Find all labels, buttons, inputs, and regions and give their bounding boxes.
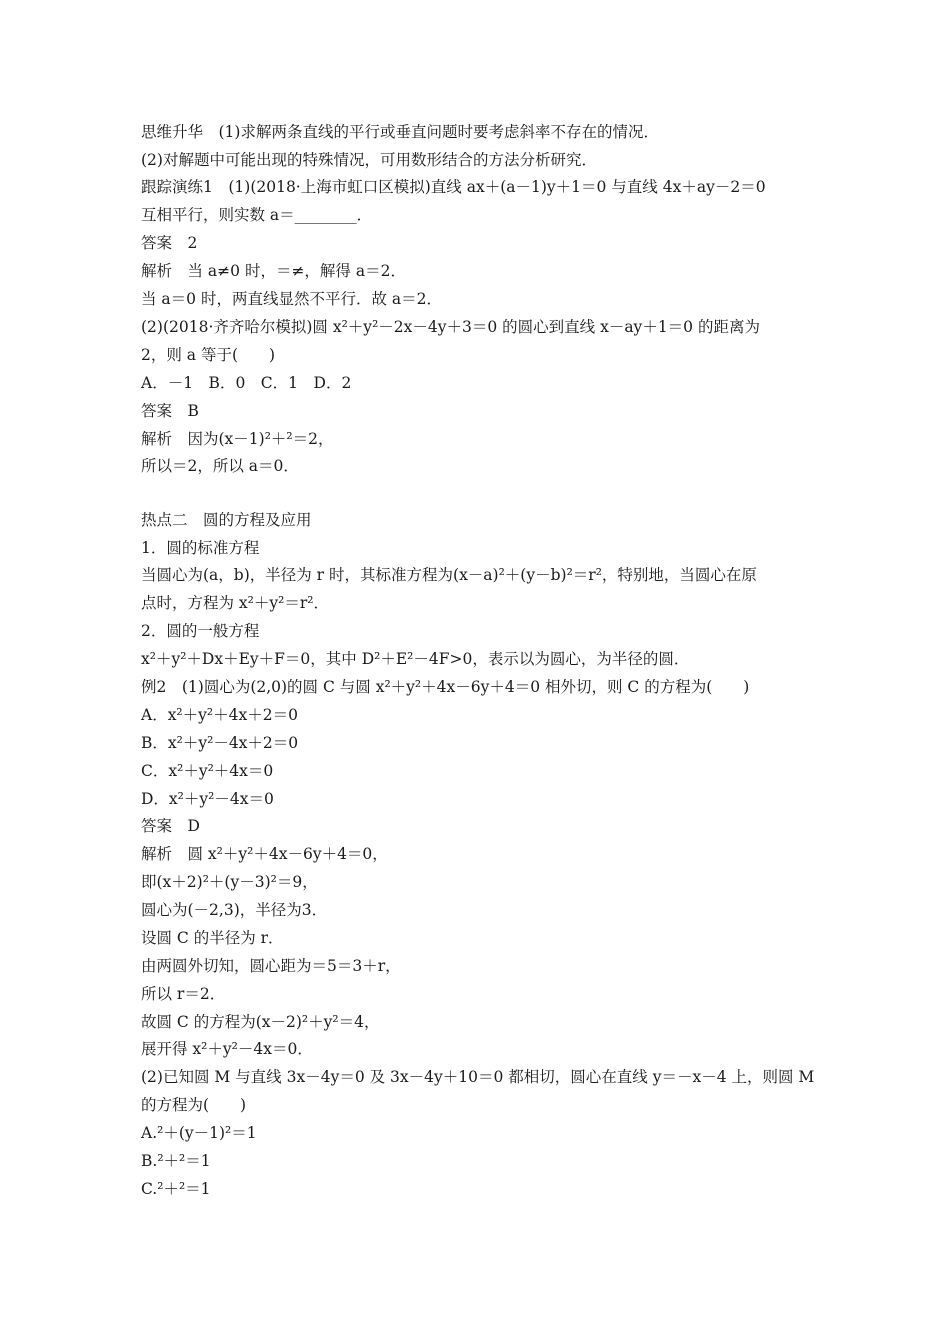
text-line: 所以＝2，所以 a＝0． bbox=[141, 457, 299, 475]
text-line: 当 a＝0 时，两直线显然不平行．故 a＝2． bbox=[141, 290, 442, 308]
text-line: 答案 D bbox=[141, 817, 200, 835]
text-line: 答案 2 bbox=[141, 234, 198, 252]
text-line: 圆心为(－2,3)，半径为3． bbox=[141, 901, 328, 919]
text-line: 所以 r＝2． bbox=[141, 985, 226, 1003]
text-line: B.²＋²＝1 bbox=[141, 1152, 211, 1170]
text-line: D．x²＋y²－4x＝0 bbox=[141, 790, 274, 808]
text-line: 2，则 a 等于( ) bbox=[141, 346, 276, 364]
text-line: 跟踪演练1 (1)(2018·上海市虹口区模拟)直线 ax＋(a－1)y＋1＝0 与直线 4x＋ay－2＝0 bbox=[141, 178, 766, 196]
text-line: 答案 B bbox=[141, 402, 199, 420]
text-line: 1．圆的标准方程 bbox=[141, 539, 260, 557]
text-line: 例2 (1)圆心为(2,0)的圆 C 与圆 x²＋y²＋4x－6y＋4＝0 相外切，则 C 的方程为( ) bbox=[141, 678, 750, 696]
text-line: 故圆 C 的方程为(x－2)²＋y²＝4， bbox=[141, 1013, 380, 1031]
text-line: (2)对解题中可能出现的特殊情况，可用数形结合的方法分析研究． bbox=[141, 151, 597, 169]
text-line: 展开得 x²＋y²－4x＝0． bbox=[141, 1040, 313, 1058]
text-line: x²＋y²＋Dx＋Ey＋F＝0，其中 D²＋E²－4F>0，表示以为圆心，为半径的圆． bbox=[141, 650, 690, 668]
text-line: 解析 圆 x²＋y²＋4x－6y＋4＝0， bbox=[141, 845, 388, 863]
text-line: 2．圆的一般方程 bbox=[141, 622, 260, 640]
text-line: 点时，方程为 x²＋y²＝r²． bbox=[141, 594, 329, 612]
text-line: 的方程为( ) bbox=[141, 1096, 247, 1114]
text-line: B．x²＋y²－4x＋2＝0 bbox=[141, 734, 299, 752]
section-heading: 热点二 圆的方程及应用 bbox=[141, 511, 312, 529]
text-line: 思维升华 (1)求解两条直线的平行或垂直问题时要考虑斜率不存在的情况． bbox=[141, 123, 659, 141]
text-line: 互相平行，则实数 a＝________． bbox=[141, 206, 373, 224]
text-line: 当圆心为(a，b)，半径为 r 时，其标准方程为(x－a)²＋(y－b)²＝r²，特别地，当圆心在原 bbox=[141, 566, 757, 584]
text-line: 即(x＋2)²＋(y－3)²＝9， bbox=[141, 873, 318, 891]
text-line: C．x²＋y²＋4x＝0 bbox=[141, 762, 274, 780]
text-line: 解析 当 a≠0 时，＝≠，解得 a＝2． bbox=[141, 262, 406, 280]
text-line: 解析 因为(x－1)²＋²＝2， bbox=[141, 430, 334, 448]
text-line: A．x²＋y²＋4x＋2＝0 bbox=[141, 706, 298, 724]
text-line: C.²＋²＝1 bbox=[141, 1180, 211, 1198]
text-line: 设圆 C 的半径为 r． bbox=[141, 929, 284, 947]
text-line: A.²＋(y－1)²＝1 bbox=[141, 1124, 257, 1142]
text-line: A．－1 B．0 C．1 D．2 bbox=[141, 374, 352, 392]
text-line: (2)已知圆 M 与直线 3x－4y＝0 及 3x－4y＋10＝0 都相切，圆心在直线 y＝－x－4 上，则圆 M bbox=[141, 1068, 815, 1086]
text-line: 由两圆外切知，圆心距为＝5＝3＋r， bbox=[141, 957, 401, 975]
text-line: (2)(2018·齐齐哈尔模拟)圆 x²＋y²－2x－4y＋3＝0 的圆心到直线 x－ay＋1＝0 的距离为 bbox=[141, 318, 760, 336]
